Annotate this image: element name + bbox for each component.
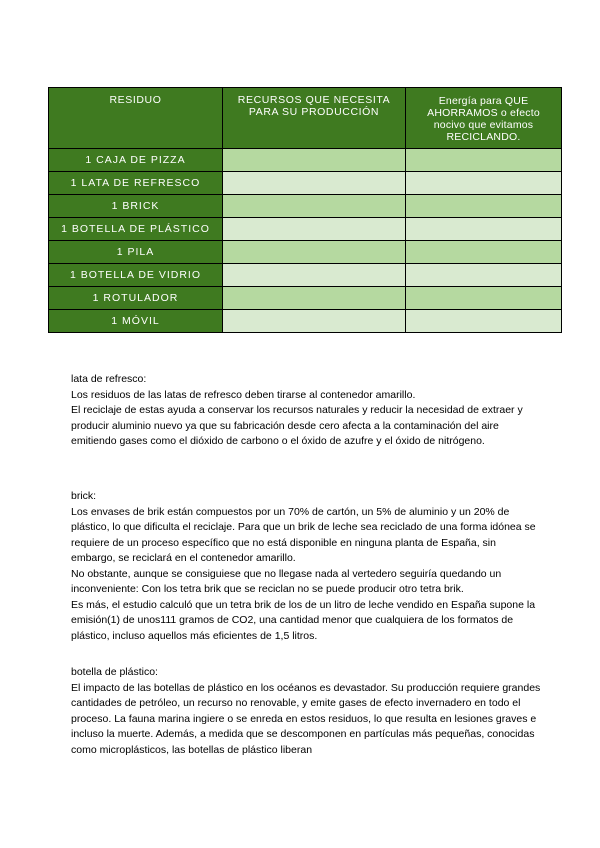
recursos-cell xyxy=(223,218,406,241)
table-row xyxy=(49,149,562,172)
table-row xyxy=(49,241,562,264)
energia-cell xyxy=(406,287,562,310)
energia-cell xyxy=(406,241,562,264)
table-row xyxy=(49,310,562,333)
paragraph: Los residuos de las latas de refresco deben tirarse al contenedor amarillo. xyxy=(71,388,416,401)
header-recursos xyxy=(223,88,406,149)
row-label: 1 CAJA DE PIZZA xyxy=(49,149,223,172)
row-label: 1 BRICK xyxy=(49,195,223,218)
recursos-cell xyxy=(223,195,406,218)
section-heading: lata de refresco: xyxy=(71,373,147,385)
table-row xyxy=(49,287,562,310)
section-brick xyxy=(71,489,541,644)
table-row xyxy=(49,218,562,241)
row-label: 1 BOTELLA DE PLÁSTICO xyxy=(49,218,223,241)
paragraph: El reciclaje de estas ayuda a conservar los recursos naturales y reducir la necesidad de extraer y producir aluminio nuevo ya que su fabricación desde cero afecta a la contaminación del aire emitiendo gases como el dióxido de carbono o el óxido de azufre y el óxido de nitrógeno. xyxy=(71,404,523,447)
table-row xyxy=(49,195,562,218)
table-row xyxy=(49,264,562,287)
recursos-cell xyxy=(223,310,406,333)
recursos-cell xyxy=(223,264,406,287)
section-botella-de-plastico xyxy=(71,665,541,758)
energia-cell xyxy=(406,264,562,287)
row-label: 1 PILA xyxy=(49,241,223,264)
section-heading: botella de plástico: xyxy=(71,666,158,678)
paragraph: Es más, el estudio calculó que un tetra brik de los de un litro de leche vendido en España supone la emisión(1) de unos111 gramos de CO2, una cantidad menor que cualquiera de los formatos de plástico, incluso aquellos más eficientes de 1,5 litros. xyxy=(71,598,536,642)
energia-cell xyxy=(406,310,562,333)
recursos-cell xyxy=(223,149,406,172)
section-lata-de-refresco xyxy=(71,372,541,450)
paragraph: El impacto de las botellas de plástico en los océanos es devastador. Su producción requiere grandes cantidades de petróleo, un recurso no renovable, y emite gases de efecto invernadero en todo el proceso. La fauna marina ingiere o se enreda en estos residuos, lo que resulta en lesiones graves e incluso la muerte. Además, a medida que se descomponen en partículas más pequeñas, conocidas como microplásticos, las botellas de plástico liberan xyxy=(71,681,541,756)
row-label: 1 LATA DE REFRESCO xyxy=(49,172,223,195)
energia-cell xyxy=(406,195,562,218)
paragraph: No obstante, aunque se consiguiese que no llegase nada al vertedero seguiría quedando un inconveniente: Con los tetra brik que se reciclan no se puede producir otro tetra brik. xyxy=(71,567,502,595)
header-residuo xyxy=(49,88,223,149)
recursos-cell xyxy=(223,287,406,310)
header-energia-text: Energía para QUE AHORRAMOS o efecto nocivo que evitamos RECICLANDO. xyxy=(427,95,540,143)
header-recursos-text: RECURSOS QUE NECESITA PARA SU PRODUCCIÓN xyxy=(237,94,391,118)
table-row xyxy=(49,172,562,195)
header-residuo-text: RESIDUO xyxy=(109,94,162,106)
row-label: 1 ROTULADOR xyxy=(49,287,223,310)
row-label: 1 MÓVIL xyxy=(49,310,223,333)
residuos-table xyxy=(48,87,562,333)
row-label: 1 BOTELLA DE VIDRIO xyxy=(49,264,223,287)
recursos-cell xyxy=(223,241,406,264)
table-header-row xyxy=(49,88,562,149)
recursos-cell xyxy=(223,172,406,195)
header-energia xyxy=(406,88,562,149)
paragraph: Los envases de brik están compuestos por un 70% de cartón, un 5% de aluminio y un 20% de plástico, lo que dificulta el reciclaje. Para que un brik de leche sea reciclado de una forma idónea se requiere de un proceso específico que no está disponible en ninguna planta de España, sin embargo, se reciclará en el contenedor amarillo. xyxy=(71,505,536,564)
section-heading: brick: xyxy=(71,490,97,502)
energia-cell xyxy=(406,149,562,172)
energia-cell xyxy=(406,218,562,241)
energia-cell xyxy=(406,172,562,195)
